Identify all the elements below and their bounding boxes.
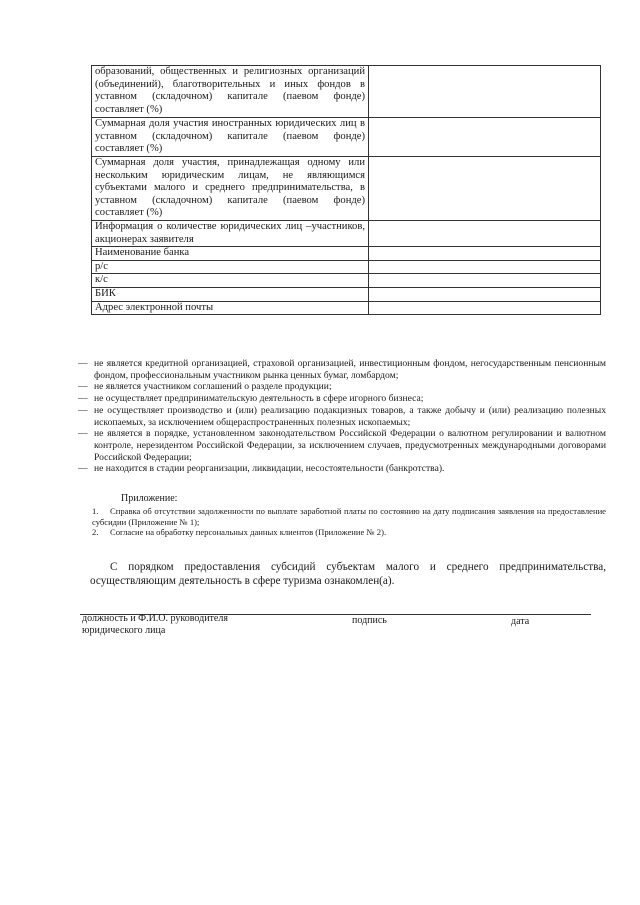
table-row xyxy=(92,301,601,315)
table-row xyxy=(92,260,601,274)
list-item-text: не является участником соглашений о разделе продукции; xyxy=(94,381,332,393)
list-item xyxy=(92,527,606,538)
dash-marker: — xyxy=(78,381,88,393)
signature-label: подпись xyxy=(352,615,387,626)
row-label: БИК xyxy=(92,287,369,301)
row-label: р/с xyxy=(92,260,369,274)
row-label: Информация о количестве юридических лиц –участников, акционерах заявителя xyxy=(92,221,369,247)
row-value xyxy=(369,274,601,288)
table-row xyxy=(92,118,601,157)
row-label: Суммарная доля участия, принадлежащая одному или нескольким юридическим лицам, не являющимся субъектами малого и среднего предпринимательства, в уставном (складочном) капитале (паевом фонде) составляет (%) xyxy=(92,157,369,221)
table-row xyxy=(92,66,601,118)
list-item xyxy=(92,506,606,527)
row-value xyxy=(369,247,601,261)
acknowledgement-text: С порядком предоставления субсидий субъектам малого и среднего предпринимательства, осуществляющим деятельность в сфере туризма ознакомлен(а). xyxy=(90,561,606,587)
table-row xyxy=(92,247,601,261)
table-row xyxy=(92,274,601,288)
row-label: Наименование банка xyxy=(92,247,369,261)
position-label: должность и Ф.И.О. руководителя xyxy=(82,613,228,624)
list-item-text: не осуществляет производство и (или) реализацию подакцизных товаров, а также добычу и (или) реализацию полезных ископаемых, за исключением общераспространенных полезных ископаемых; xyxy=(94,404,606,428)
dash-marker: — xyxy=(78,358,88,369)
list-item-text: не находится в стадии реорганизации, ликвидации, несостоятельности (банкротства). xyxy=(94,463,445,475)
list-item-text: Согласие на обработку персональных данных клиентов (Приложение № 2). xyxy=(110,527,387,538)
eligibility-list xyxy=(78,358,606,475)
table-row xyxy=(92,287,601,301)
row-value xyxy=(369,66,601,118)
list-item xyxy=(78,393,606,405)
list-item-text: Справка об отсутствии задолженности по выплате заработной платы по состоянию на дату подписания заявления на предоставление субсидии (Приложение № 1); xyxy=(92,506,606,527)
row-value xyxy=(369,157,601,221)
list-item-text: не является в порядке, установленном законодательством Российской Федерации о валютном регулировании и валютном контроле, нерезидентом Российской Федерации, за исключением случаев, предусмотренных международными договорами Российской Федерации; xyxy=(94,428,606,463)
list-item xyxy=(78,381,606,393)
dash-marker: — xyxy=(78,404,88,416)
list-item xyxy=(78,428,606,463)
row-value xyxy=(369,260,601,274)
row-label: Адрес электронной почты xyxy=(92,301,369,315)
list-item xyxy=(78,404,606,428)
position-label-line2: юридического лица xyxy=(82,625,166,636)
appendix-title: Приложение: xyxy=(121,493,178,504)
row-value xyxy=(369,301,601,315)
table-row xyxy=(92,157,601,221)
row-label: образований, общественных и религиозных организаций (объединений), благотворительных и иных фондов в уставном (складочном) капитале (паевом фонде) составляет (%) xyxy=(92,66,369,118)
table-row xyxy=(92,221,601,247)
list-item-text: не осуществляет предпринимательскую деятельность в сфере игорного бизнеса; xyxy=(94,393,424,405)
dash-marker: — xyxy=(78,428,88,440)
row-value xyxy=(369,287,601,301)
row-label: к/с xyxy=(92,274,369,288)
row-value xyxy=(369,118,601,157)
row-label: Суммарная доля участия иностранных юридических лиц в уставном (складочном) капитале (паевом фонде) составляет (%) xyxy=(92,118,369,157)
item-number: 1. xyxy=(92,506,99,516)
appendix-list xyxy=(92,506,606,538)
row-value xyxy=(369,221,601,247)
dash-marker: — xyxy=(78,393,88,405)
list-item-text: не является кредитной организацией, страховой организацией, инвестиционным фондом, негосударственным пенсионным фондом, профессиональным участником рынка ценных бумаг, ломбардом; xyxy=(94,358,606,381)
list-item xyxy=(78,358,606,381)
list-item xyxy=(78,463,606,475)
dash-marker: — xyxy=(78,463,88,475)
date-label: дата xyxy=(511,616,530,627)
item-number: 2. xyxy=(92,527,99,538)
applicant-info-table xyxy=(91,65,601,315)
